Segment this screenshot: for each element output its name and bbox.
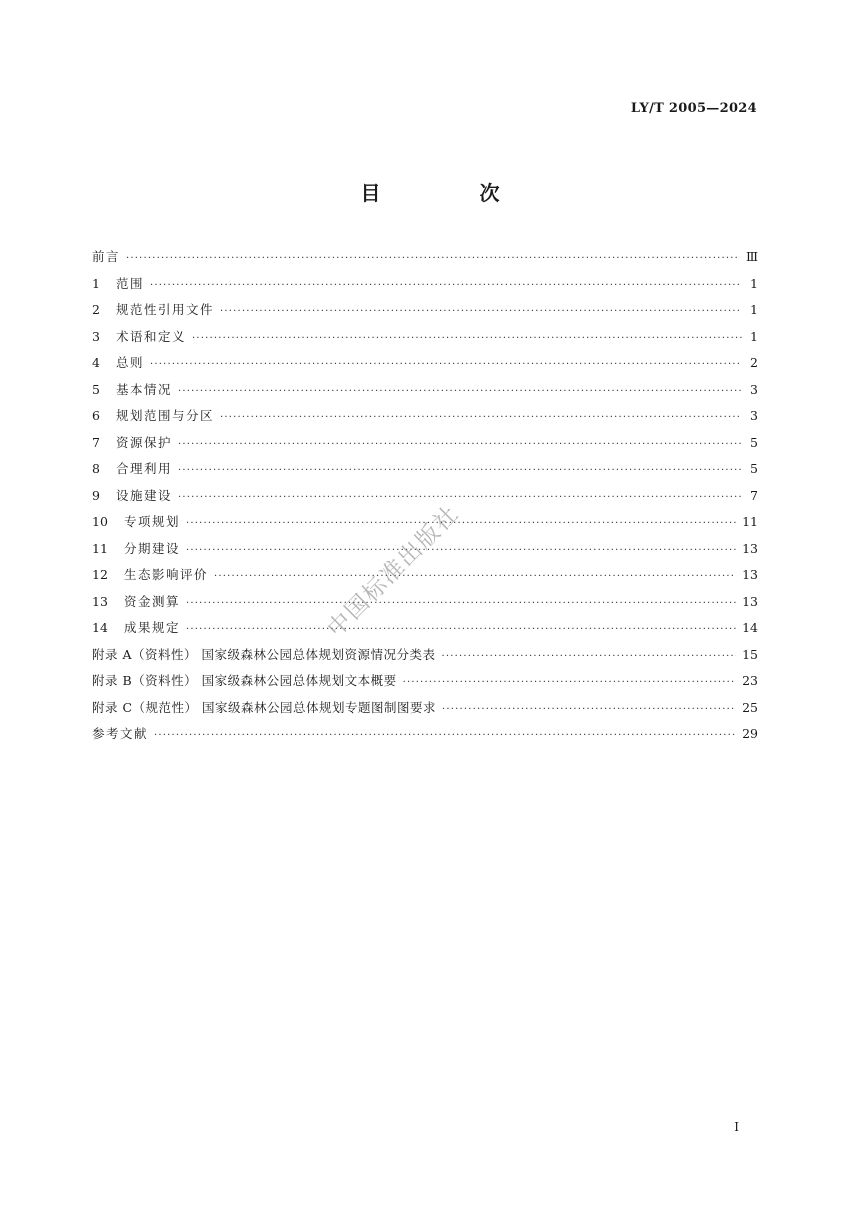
toc-entry-6[interactable] (92, 406, 758, 433)
toc-entry-label: 基本情况 (116, 381, 173, 397)
toc-leader-dots (441, 651, 736, 662)
toc-leader-dots (186, 624, 736, 635)
toc-entry-label: 附录 B（资料性） 国家级森林公园总体规划文本概要 (92, 673, 397, 688)
toc-leader-dots (178, 386, 742, 397)
toc-leader-dots (150, 280, 742, 291)
toc-entry-page: 3 (750, 408, 758, 423)
toc-entry-12[interactable] (92, 565, 758, 592)
toc-entry-number: 4 (92, 355, 100, 370)
toc-entry-label: 范围 (116, 275, 145, 291)
toc-entry-label: 合理利用 (116, 461, 173, 476)
toc-entry-number: 1 (92, 275, 100, 291)
toc-entry-page: 14 (742, 620, 758, 635)
toc-entry-number: 7 (92, 434, 100, 450)
toc-entry-number: 3 (92, 328, 100, 344)
toc-entry-label: 分期建设 (124, 540, 181, 556)
toc-entry-page: 1 (750, 302, 758, 317)
toc-entry-label: 专项规划 (124, 514, 181, 529)
toc-entry-number: 13 (92, 593, 108, 609)
toc-leader-dots (154, 730, 736, 741)
toc-entry-label: 生态影响评价 (124, 567, 209, 582)
toc-leader-dots (186, 545, 736, 556)
toc-entry-number: 8 (92, 461, 100, 476)
toc-entry-page: 7 (750, 487, 758, 503)
toc-entry-page: 1 (750, 328, 758, 344)
toc-entry-page: 5 (750, 434, 758, 450)
toc-entry-appendix-c[interactable] (92, 698, 758, 725)
toc-entry-5[interactable] (92, 380, 758, 407)
toc-entry-page: 15 (742, 646, 758, 662)
standard-code: LY/T 2005—2024 (630, 101, 757, 116)
toc-entry-page: 13 (742, 593, 758, 609)
toc-entry-label: 术语和定义 (116, 328, 187, 344)
toc-entry-foreword[interactable] (92, 247, 758, 274)
toc-entry-appendix-b[interactable] (92, 671, 758, 698)
toc-entry-page: 29 (742, 726, 758, 741)
toc-entry-page: 25 (742, 699, 758, 715)
toc-entry-number: 11 (92, 540, 108, 556)
toc-entry-label: 成果规定 (124, 620, 181, 635)
toc-entry-number: 5 (92, 381, 100, 397)
toc-entry-number: 2 (92, 302, 100, 317)
toc-leader-dots (186, 598, 736, 609)
toc-leader-dots (442, 704, 736, 715)
toc-leader-dots (178, 465, 742, 476)
page-number: I (734, 1120, 739, 1134)
toc-leader-dots (178, 492, 742, 503)
toc-leader-dots (403, 677, 736, 688)
toc-leader-dots (220, 306, 742, 317)
publisher-watermark: 中国标准出版社 (322, 500, 465, 643)
toc-entry-number: 12 (92, 567, 108, 582)
toc-entry-label: 参考文献 (92, 726, 149, 741)
toc-entry-number: 9 (92, 487, 100, 503)
toc-entry-page: 2 (750, 355, 758, 370)
toc-leader-dots (150, 359, 742, 370)
toc-entry-page: 1 (750, 275, 758, 291)
toc-entry-8[interactable] (92, 459, 758, 486)
table-of-contents (92, 247, 758, 751)
toc-entry-14[interactable] (92, 618, 758, 645)
toc-entry-page: 3 (750, 381, 758, 397)
toc-entry-label: 总则 (116, 355, 145, 370)
toc-entry-number: 14 (92, 620, 108, 635)
toc-entry-7[interactable] (92, 433, 758, 460)
toc-leader-dots (178, 439, 742, 450)
toc-leader-dots (220, 412, 742, 423)
toc-leader-dots (126, 253, 740, 264)
toc-entry-page: 13 (742, 540, 758, 556)
toc-entry-label: 设施建设 (116, 487, 173, 503)
toc-entry-page: 11 (742, 514, 758, 529)
toc-entry-label: 附录 C（规范性） 国家级森林公园总体规划专题图制图要求 (92, 699, 437, 715)
toc-entry-4[interactable] (92, 353, 758, 380)
toc-entry-page: 13 (742, 567, 758, 582)
toc-entry-label: 规范性引用文件 (116, 302, 215, 317)
toc-entry-page: Ⅲ (745, 249, 758, 264)
page-title: 目 次 (360, 181, 546, 205)
toc-leader-dots (192, 333, 742, 344)
toc-entry-2[interactable] (92, 300, 758, 327)
toc-entry-label: 资源保护 (116, 434, 173, 450)
toc-entry-appendix-a[interactable] (92, 645, 758, 672)
toc-entry-label: 附录 A（资料性） 国家级森林公园总体规划资源情况分类表 (92, 646, 436, 662)
toc-entry-label: 资金测算 (124, 593, 181, 609)
toc-entry-1[interactable] (92, 274, 758, 301)
toc-entry-13[interactable] (92, 592, 758, 619)
toc-entry-3[interactable] (92, 327, 758, 354)
toc-entry-page: 5 (750, 461, 758, 476)
toc-entry-references[interactable] (92, 724, 758, 751)
toc-leader-dots (214, 571, 736, 582)
toc-entry-label: 规划范围与分区 (116, 408, 215, 423)
toc-entry-9[interactable] (92, 486, 758, 513)
toc-entry-label: 前言 (92, 249, 121, 264)
toc-entry-page: 23 (742, 673, 758, 688)
toc-entry-number: 6 (92, 408, 100, 423)
toc-entry-number: 10 (92, 514, 108, 529)
